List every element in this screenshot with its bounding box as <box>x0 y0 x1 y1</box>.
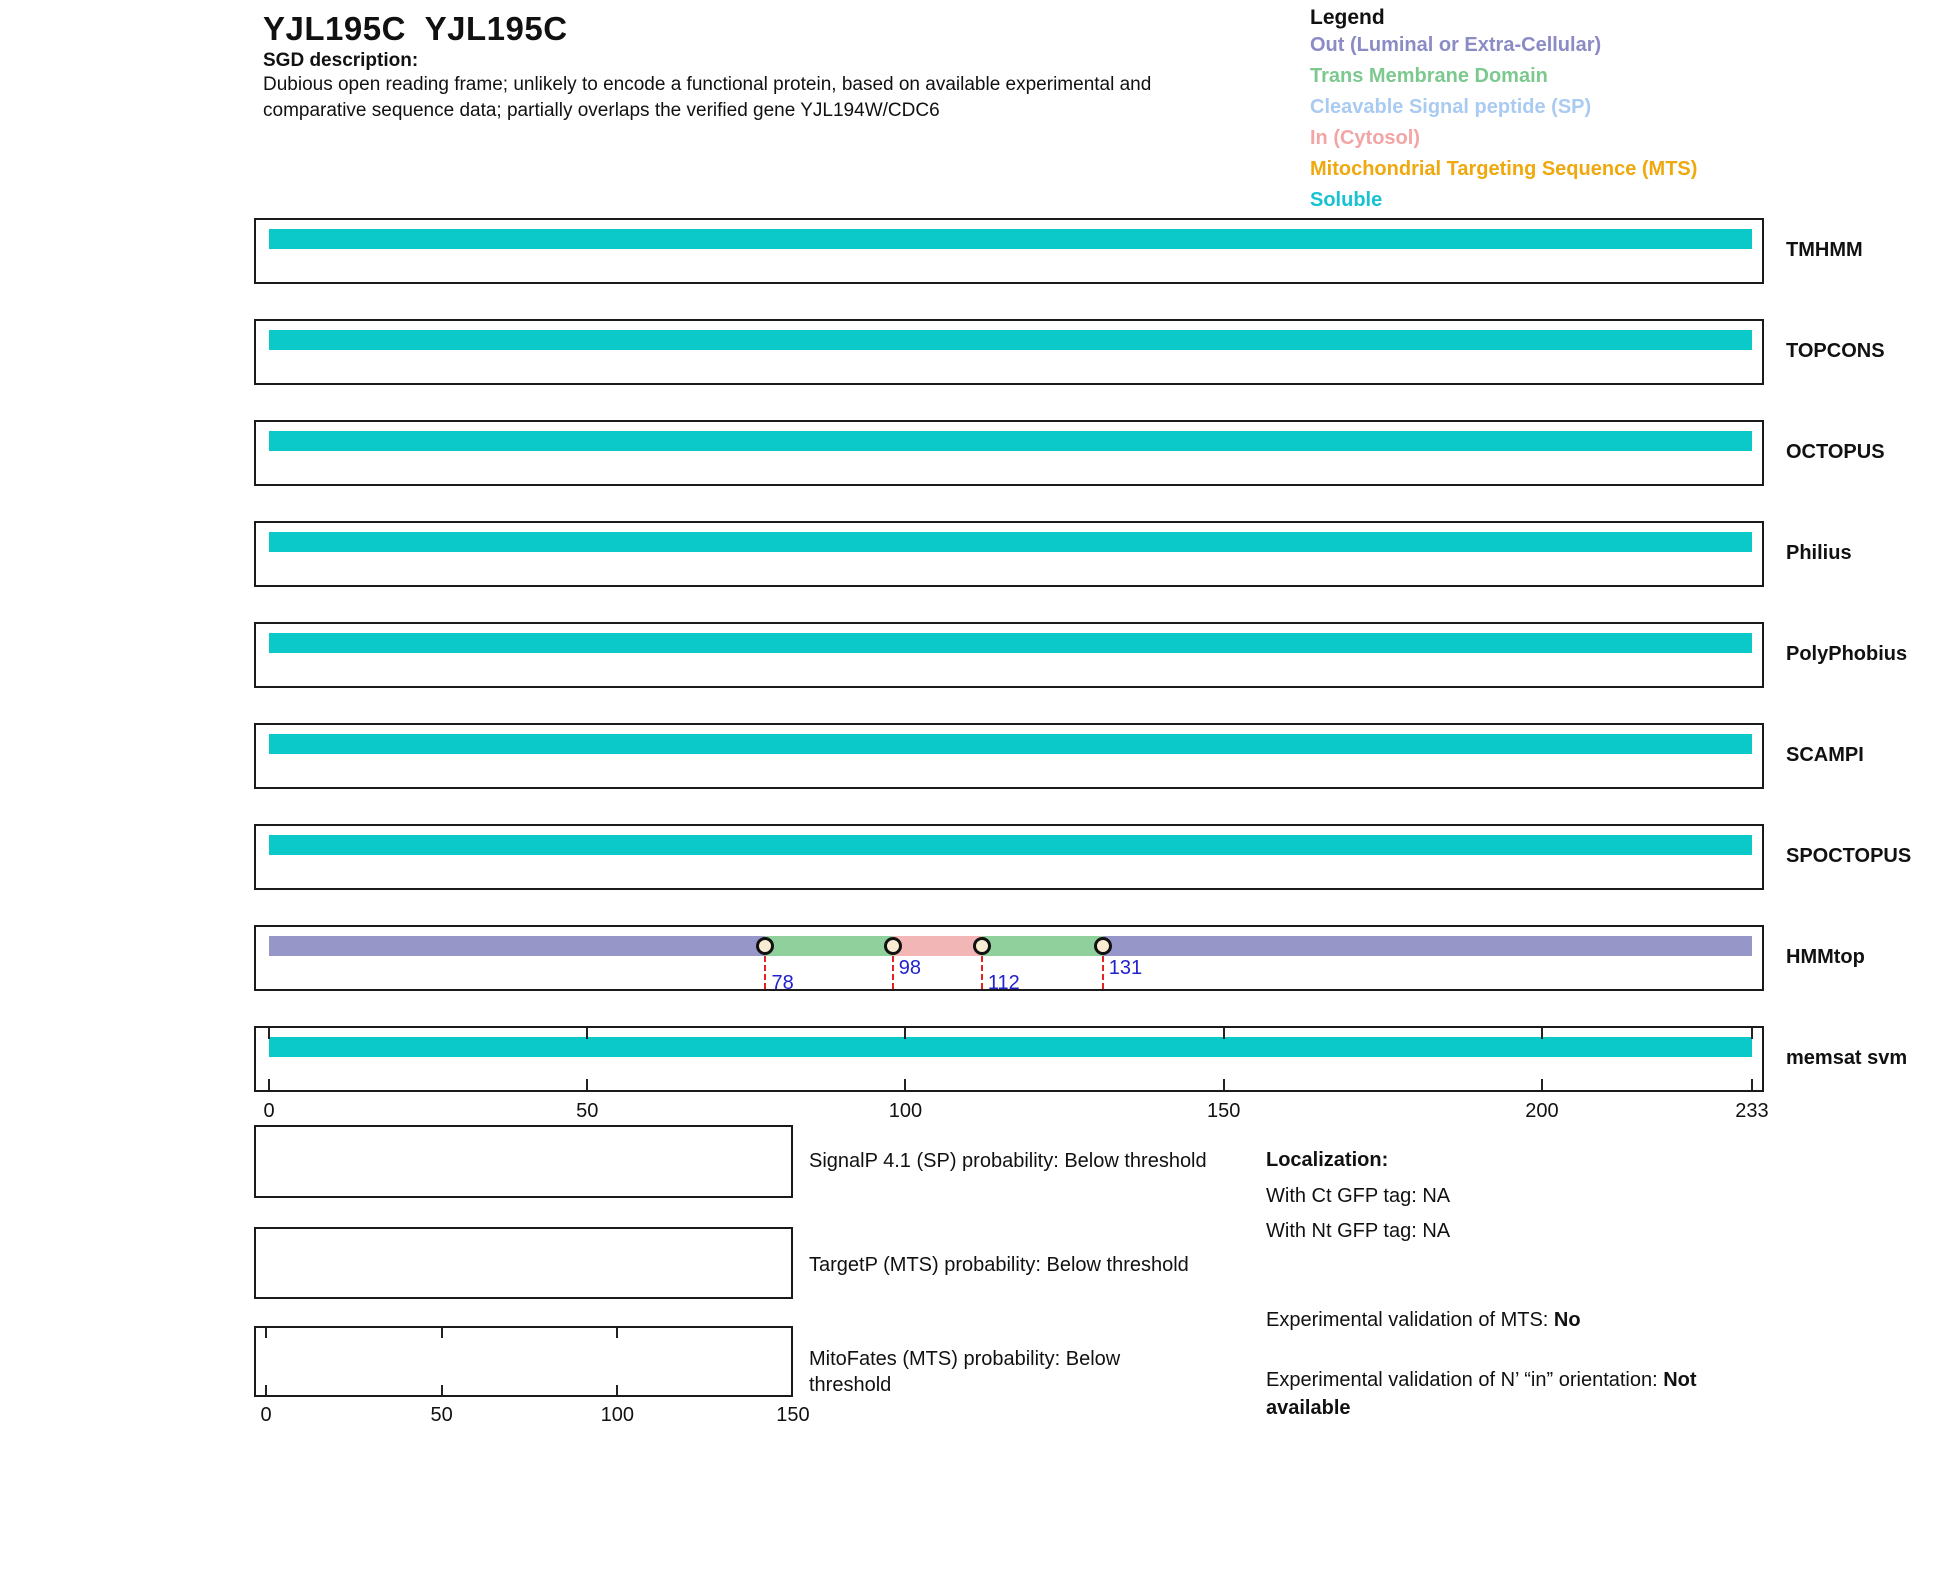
targetp-caption: TargetP (MTS) probability: Below threshold <box>809 1254 1189 1276</box>
sgd-description-line-2: comparative sequence data; partially overlaps the verified gene YJL194W/CDC6 <box>263 100 940 121</box>
boundary-dash-line <box>892 956 894 989</box>
legend-title: Legend <box>1310 6 1385 29</box>
orientation-validation-label: Experimental validation of N’ “in” orientation: <box>1266 1369 1664 1391</box>
mito-tick-bottom <box>616 1385 618 1395</box>
boundary-marker <box>973 937 991 955</box>
axis-tick-bottom <box>1751 1079 1753 1090</box>
axis-tick-top <box>1751 1028 1753 1039</box>
main-axis-label-0: 0 <box>263 1100 275 1122</box>
track-name-spoctopus: SPOCTOPUS <box>1786 845 1912 867</box>
axis-tick-top <box>586 1028 588 1039</box>
boundary-dash-line <box>764 956 766 989</box>
track-segment-tm <box>982 936 1103 956</box>
track-segment-soluble <box>269 1037 1752 1057</box>
mito-axis-label-0: 0 <box>260 1404 272 1426</box>
track-segment-soluble <box>269 330 1752 350</box>
track-box-philius <box>254 521 1852 587</box>
signalp-caption: SignalP 4.1 (SP) probability: Below threshold <box>809 1150 1207 1172</box>
track-box-hmmtop <box>254 925 1865 994</box>
nt-gfp-line: With Nt GFP tag: NA <box>1266 1220 1451 1242</box>
main-axis-label-150: 150 <box>1207 1100 1241 1122</box>
main-axis-label-200: 200 <box>1525 1100 1559 1122</box>
mito-tick-bottom <box>441 1385 443 1395</box>
legend-items <box>1310 30 1697 216</box>
legend <box>1310 6 1697 216</box>
track-segment-soluble <box>269 229 1752 249</box>
orientation-validation-value: Not available <box>1266 1369 1697 1419</box>
orientation-validation-line <box>1266 1366 1736 1422</box>
axis-tick-bottom <box>268 1079 270 1090</box>
track-box-spoctopus <box>254 824 1912 890</box>
track-segment-tm <box>765 936 892 956</box>
track-box-scampi <box>254 723 1864 789</box>
mitofates-caption: MitoFates (MTS) probability: Below threshold <box>809 1348 1121 1396</box>
track-box-topcons <box>254 319 1885 385</box>
track-name-philius: Philius <box>1786 542 1852 564</box>
boundary-label: 112 <box>987 972 1020 994</box>
track-box-memsat-svm <box>254 1026 1908 1092</box>
mito-tick-bottom <box>265 1385 267 1395</box>
mts-validation-value: No <box>1553 1309 1581 1331</box>
legend-item-3: Cleavable Signal peptide (SP) <box>1310 96 1592 118</box>
boundary-label: 131 <box>1108 957 1143 979</box>
mitofates-plot <box>254 1326 793 1397</box>
track-box-octopus <box>254 420 1885 486</box>
axis-tick-top <box>1223 1028 1225 1039</box>
axis-tick-bottom <box>904 1079 906 1090</box>
track-box-tmhmm <box>254 218 1863 284</box>
legend-item-4: In (Cytosol) <box>1310 127 1420 149</box>
track-segment-out <box>269 936 765 956</box>
boundary-dash-line <box>1102 956 1104 989</box>
axis-tick-top <box>268 1028 270 1039</box>
track-name-scampi: SCAMPI <box>1786 744 1864 766</box>
axis-tick-top <box>1541 1028 1543 1039</box>
axis-tick-top <box>904 1028 906 1039</box>
mito-tick-top <box>441 1328 443 1338</box>
mito-axis-label-150: 150 <box>776 1404 810 1426</box>
boundary-marker <box>1094 937 1112 955</box>
mts-validation-line <box>1266 1306 1581 1334</box>
axis-tick-bottom <box>1541 1079 1543 1090</box>
sgd-description-line-1: Dubious open reading frame; unlikely to encode a functional protein, based on available experimental and <box>263 74 1152 95</box>
mts-validation-label: Experimental validation of MTS: <box>1266 1309 1554 1331</box>
legend-item-6: Soluble <box>1310 189 1383 211</box>
track-segment-in <box>893 936 982 956</box>
track-segment-soluble <box>269 734 1752 754</box>
boundary-dash-line <box>981 956 983 989</box>
track-segment-soluble <box>269 431 1752 451</box>
sgd-description-label: SGD description: <box>263 50 419 71</box>
boundary-label: 98 <box>898 957 921 979</box>
signalp-plot <box>254 1125 793 1198</box>
localization-label: Localization: <box>1266 1149 1389 1171</box>
mito-axis-label-50: 50 <box>430 1404 453 1426</box>
track-name-memsat-svm: memsat svm <box>1786 1047 1908 1069</box>
main-axis-label-100: 100 <box>888 1100 923 1122</box>
track-name-polyphobius: PolyPhobius <box>1786 643 1908 665</box>
boundary-label: 78 <box>771 972 794 994</box>
legend-item-2: Trans Membrane Domain <box>1310 65 1548 87</box>
mito-tick-top <box>265 1328 267 1338</box>
main-axis-label-233: 233 <box>1735 1100 1769 1122</box>
legend-item-1: Out (Luminal or Extra-Cellular) <box>1310 34 1602 56</box>
mito-axis-label-100: 100 <box>600 1404 635 1426</box>
targetp-plot <box>254 1227 793 1299</box>
track-segment-soluble <box>269 532 1752 552</box>
main-axis-label-50: 50 <box>576 1100 599 1122</box>
track-name-tmhmm: TMHMM <box>1786 239 1863 261</box>
mito-tick-top <box>616 1328 618 1338</box>
ct-gfp-line: With Ct GFP tag: NA <box>1266 1185 1451 1207</box>
track-segment-soluble <box>269 835 1752 855</box>
axis-tick-bottom <box>586 1079 588 1090</box>
track-segment-out <box>1103 936 1752 956</box>
track-name-topcons: TOPCONS <box>1786 340 1885 362</box>
track-name-hmmtop: HMMtop <box>1786 946 1865 968</box>
axis-tick-bottom <box>1223 1079 1225 1090</box>
legend-item-5: Mitochondrial Targeting Sequence (MTS) <box>1310 158 1698 180</box>
track-box-polyphobius <box>254 622 1908 688</box>
boundary-marker <box>884 937 902 955</box>
track-segment-soluble <box>269 633 1752 653</box>
page-title: YJL195C YJL195C <box>263 10 568 47</box>
track-name-octopus: OCTOPUS <box>1786 441 1885 463</box>
